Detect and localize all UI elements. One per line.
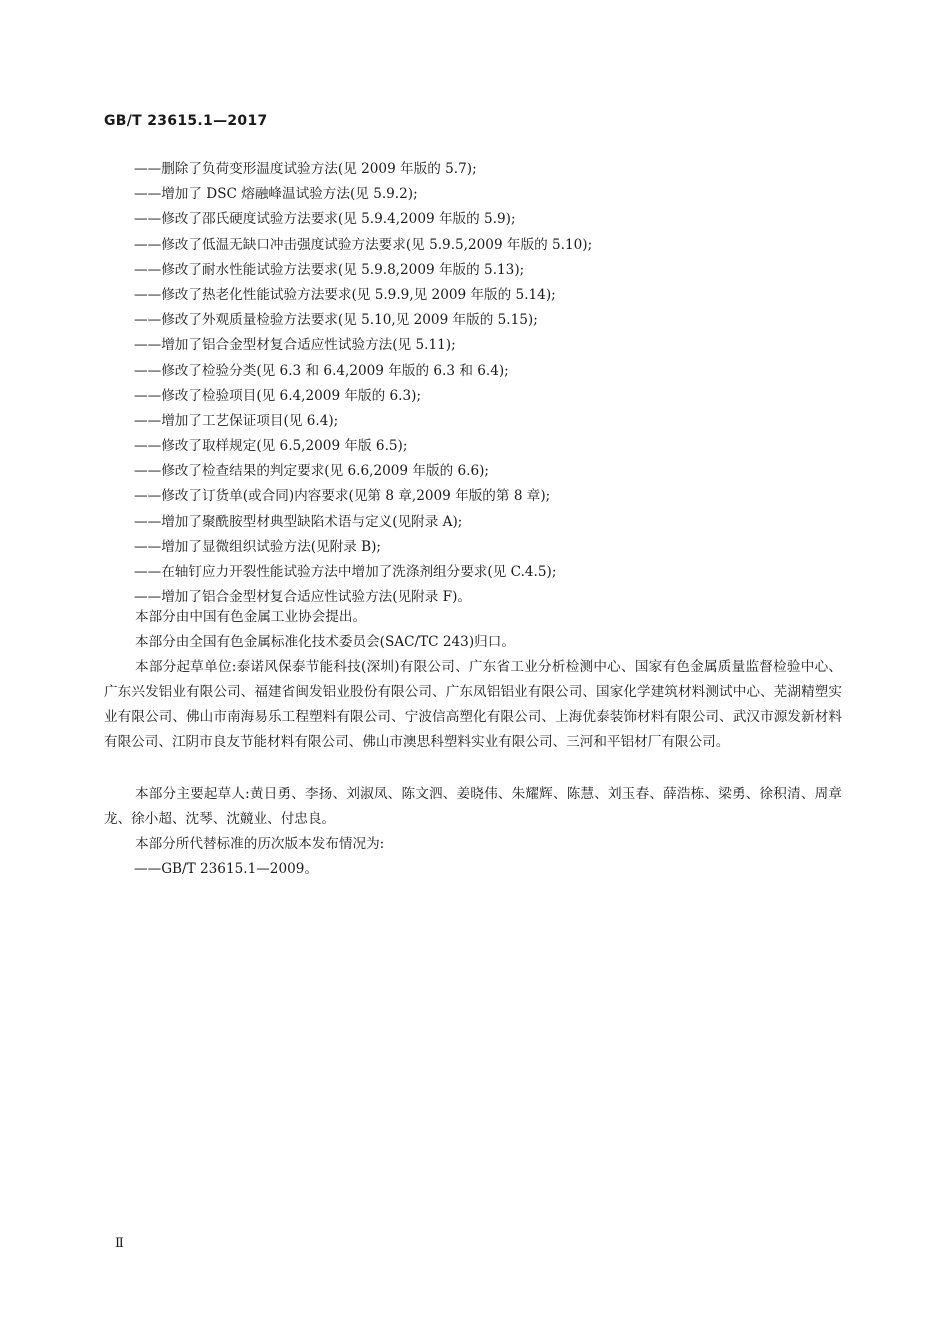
list-item: ——修改了取样规定(见 6.5,2009 年版 6.5); — [134, 438, 408, 455]
change-list — [134, 157, 854, 610]
jurisdiction-paragraph: 本部分由全国有色金属标准化技术委员会(SAC/TC 243)归口。 — [135, 634, 515, 650]
list-item: ——修改了检验分类(见 6.3 和 6.4,2009 年版的 6.3 和 6.4); — [134, 362, 509, 379]
list-item: ——增加了工艺保证项目(见 6.4); — [134, 412, 339, 429]
list-item: ——修改了低温无缺口冲击强度试验方法要求(见 5.9.5,2009 年版的 5.10); — [134, 236, 593, 253]
proposed-by-paragraph: 本部分由中国有色金属工业协会提出。 — [135, 609, 367, 625]
list-item: ——修改了外观质量检验方法要求(见 5.10,见 2009 年版的 5.15); — [134, 312, 538, 329]
list-item: ——修改了邵氏硬度试验方法要求(见 5.9.4,2009 年版的 5.9); — [134, 211, 516, 228]
previous-editions-intro: 本部分所代替标准的历次版本发布情况为: — [135, 836, 385, 852]
list-item: ——修改了订货单(或合同)内容要求(见第 8 章,2009 年版的第 8 章); — [134, 488, 551, 505]
list-item: ——增加了显微组织试验方法(见附录 B); — [134, 538, 381, 555]
list-item: ——增加了 DSC 熔融峰温试验方法(见 5.9.2); — [134, 186, 418, 203]
previous-edition-item: ——GB/T 23615.1—2009。 — [134, 861, 319, 877]
page-number: Ⅱ — [115, 1236, 124, 1251]
list-item: ——删除了负荷变形温度试验方法(见 2009 年版的 5.7); — [134, 161, 477, 177]
drafting-units-paragraph: 本部分起草单位:泰诺风保泰节能科技(深圳)有限公司、广东省工业分析检测中心、国家有色金属质量监督检验中心、广东兴发铝业有限公司、福建省闽发铝业股份有限公司、广东凤铝铝业有限公司、国家化学建筑材料测试中心、芜湖精塑实业有限公司、佛山市南海易乐工程塑料有限公司、宁波信高塑化有限公司、上海优泰装饰材料有限公司、武汉市源发新材料有限公司、江阴市良友节能材料有限公司、佛山市澳思科塑料实业有限公司、三河和平铝材厂有限公司。 — [104, 659, 842, 750]
list-item: ——在轴钉应力开裂性能试验方法中增加了洗涤剂组分要求(见 C.4.5); — [134, 564, 557, 580]
standard-code-header: GB/T 23615.1—2017 — [104, 113, 268, 129]
list-item: ——增加了聚酰胺型材典型缺陷术语与定义(见附录 A); — [134, 513, 463, 530]
main-drafters-paragraph: 本部分主要起草人:黄日勇、李扬、刘淑凤、陈文泗、姜晓伟、朱耀辉、陈慧、刘玉春、薛浩栋、梁勇、徐积清、周章龙、徐小超、沈琴、沈竸业、付忠良。 — [104, 786, 842, 827]
list-item: ——增加了铝合金型材复合适应性试验方法(见附录 F)。 — [134, 589, 472, 606]
list-item: ——修改了热老化性能试验方法要求(见 5.9.9,见 2009 年版的 5.14); — [134, 286, 556, 303]
list-item: ——修改了检查结果的判定要求(见 6.6,2009 年版的 6.6); — [134, 463, 489, 480]
list-item: ——增加了铝合金型材复合适应性试验方法(见 5.11); — [134, 337, 456, 354]
list-item: ——修改了检验项目(见 6.4,2009 年版的 6.3); — [134, 387, 422, 404]
list-item: ——修改了耐水性能试验方法要求(见 5.9.8,2009 年版的 5.13); — [134, 261, 525, 278]
